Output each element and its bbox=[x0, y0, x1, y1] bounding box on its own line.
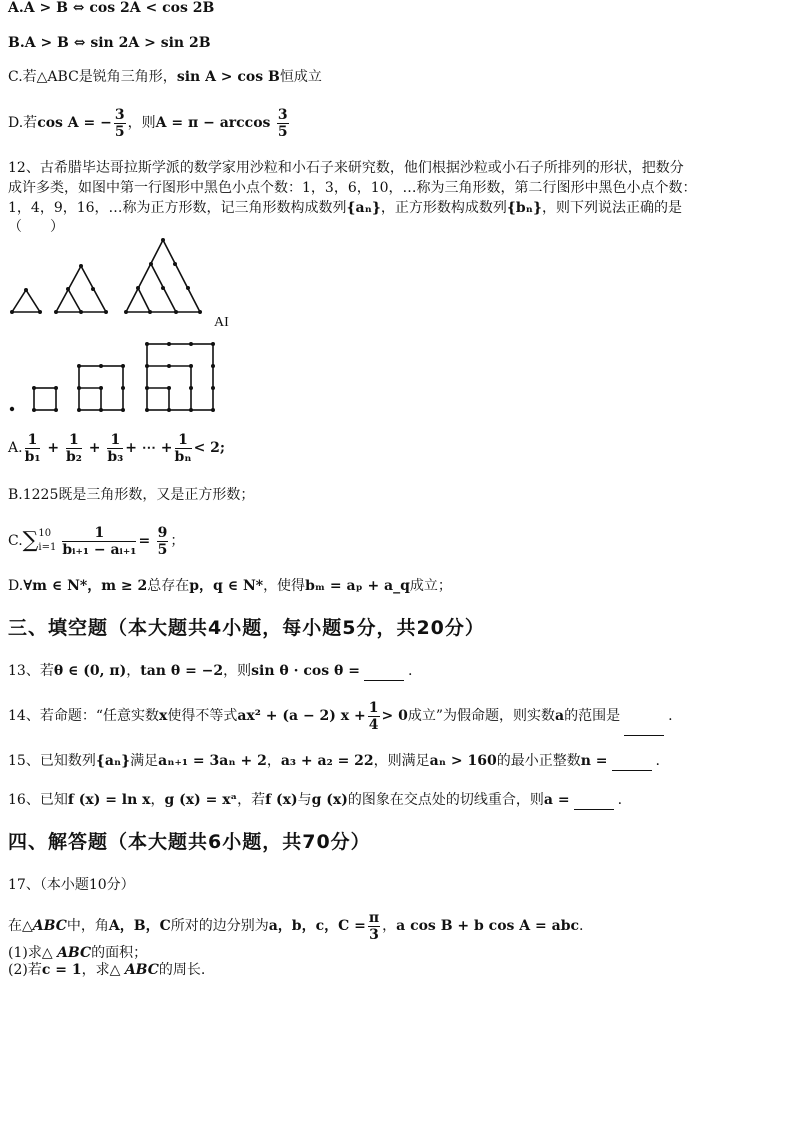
q12-option-d: D.∀m ∈ N*，m ≥ 2总存在p，q ∈ N*，使得bₘ = aₚ + a_q成立； bbox=[8, 578, 452, 594]
q17-part-1: (1)求△ ABC的面积； bbox=[8, 945, 148, 961]
q11-option-b: B.A > B ⇔ sin 2A > sin 2B bbox=[8, 35, 211, 51]
q15: 15、已知数列{aₙ}满足aₙ₊₁ = 3aₙ + 2，a₃ + a₂ = 22，则满足aₙ > 160的最小正整数n = . bbox=[8, 753, 660, 769]
q13: 13、若θ ∈ (0, π)，tan θ = −2，则sin θ · cos θ = . bbox=[8, 663, 413, 679]
q17-heading: 17、（本小题10分） bbox=[8, 877, 135, 893]
q12-line-1: 12、古希腊毕达哥拉斯学派的数学家用沙粒和小石子来研究数，他们根据沙粒或小石子所排列的形状，把数分 bbox=[8, 160, 684, 176]
q16: 16、已知f (x) = ln x，g (x) = xᵃ，若f (x)与g (x)的图象在交点处的切线重合，则a = . bbox=[8, 792, 623, 808]
q14: 14、若命题：“任意实数x使得不等式ax² + (a − 2) x + $\frac{1}{4}$ > 0成立”为假命题，则实数a的范围是 . bbox=[8, 696, 673, 736]
q17-stem: 在△ABC中，角A，B，C所对的边分别为a，b，c，C = $\frac{\pi}{3}$ ，a cos B + b cos A = abc. bbox=[8, 909, 584, 943]
triangular-numbers-figure bbox=[6, 234, 221, 319]
section-3-heading: 三、填空题（本大题共4小题，每小题5分，共20分） bbox=[8, 617, 485, 639]
q12-option-b: B.1225既是三角形数，又是正方形数； bbox=[8, 487, 255, 503]
q12-option-a: A. $\frac{1}{\text{b₁}}$ + $\frac{1}{\text{b₂}}$ + $\frac{1}{\text{b₃}}$ + ⋯ + $\frac{1}{\text{bₙ}}$ < 2; bbox=[8, 431, 226, 465]
q11-option-a: A.A > B ⇔ cos 2A < cos 2B bbox=[8, 0, 215, 16]
ai-label: AI bbox=[214, 315, 229, 330]
answer-blank bbox=[364, 666, 404, 681]
q17-part-2: (2)若c = 1，求△ ABC的周长. bbox=[8, 962, 206, 978]
section-4-heading: 四、解答题（本大题共6小题，共70分） bbox=[8, 831, 371, 853]
square-numbers-figure bbox=[6, 340, 221, 415]
q12-line-2: 成许多类，如图中第一行图形中黑色小点个数：1，3，6，10，…称为三角形数，第二行图形中黑色小点个数： bbox=[8, 180, 697, 196]
q12-line-3: 1，4，9，16，…称为正方形数，记三角形数构成数列{aₙ}，正方形数构成数列{bₙ}，则下列说法正确的是 bbox=[8, 200, 682, 216]
q11-option-d: D.若cos A = − $\frac{3}{5}$ ，则A = π − arccos $\frac{3}{5}$ bbox=[8, 106, 288, 140]
answer-blank bbox=[612, 756, 652, 771]
answer-blank bbox=[624, 721, 664, 736]
answer-blank bbox=[574, 795, 614, 810]
q12-paren: （ ） bbox=[8, 219, 64, 235]
q12-option-c: C.∑ 10 i=1 $\frac{1}{\text{bᵢ₊₁ − aᵢ₊₁}}$ = $\frac{9}{5}$ ； bbox=[8, 524, 185, 558]
q11-option-c: C.若△ABC是锐角三角形，sin A > cos B恒成立 bbox=[8, 69, 322, 85]
